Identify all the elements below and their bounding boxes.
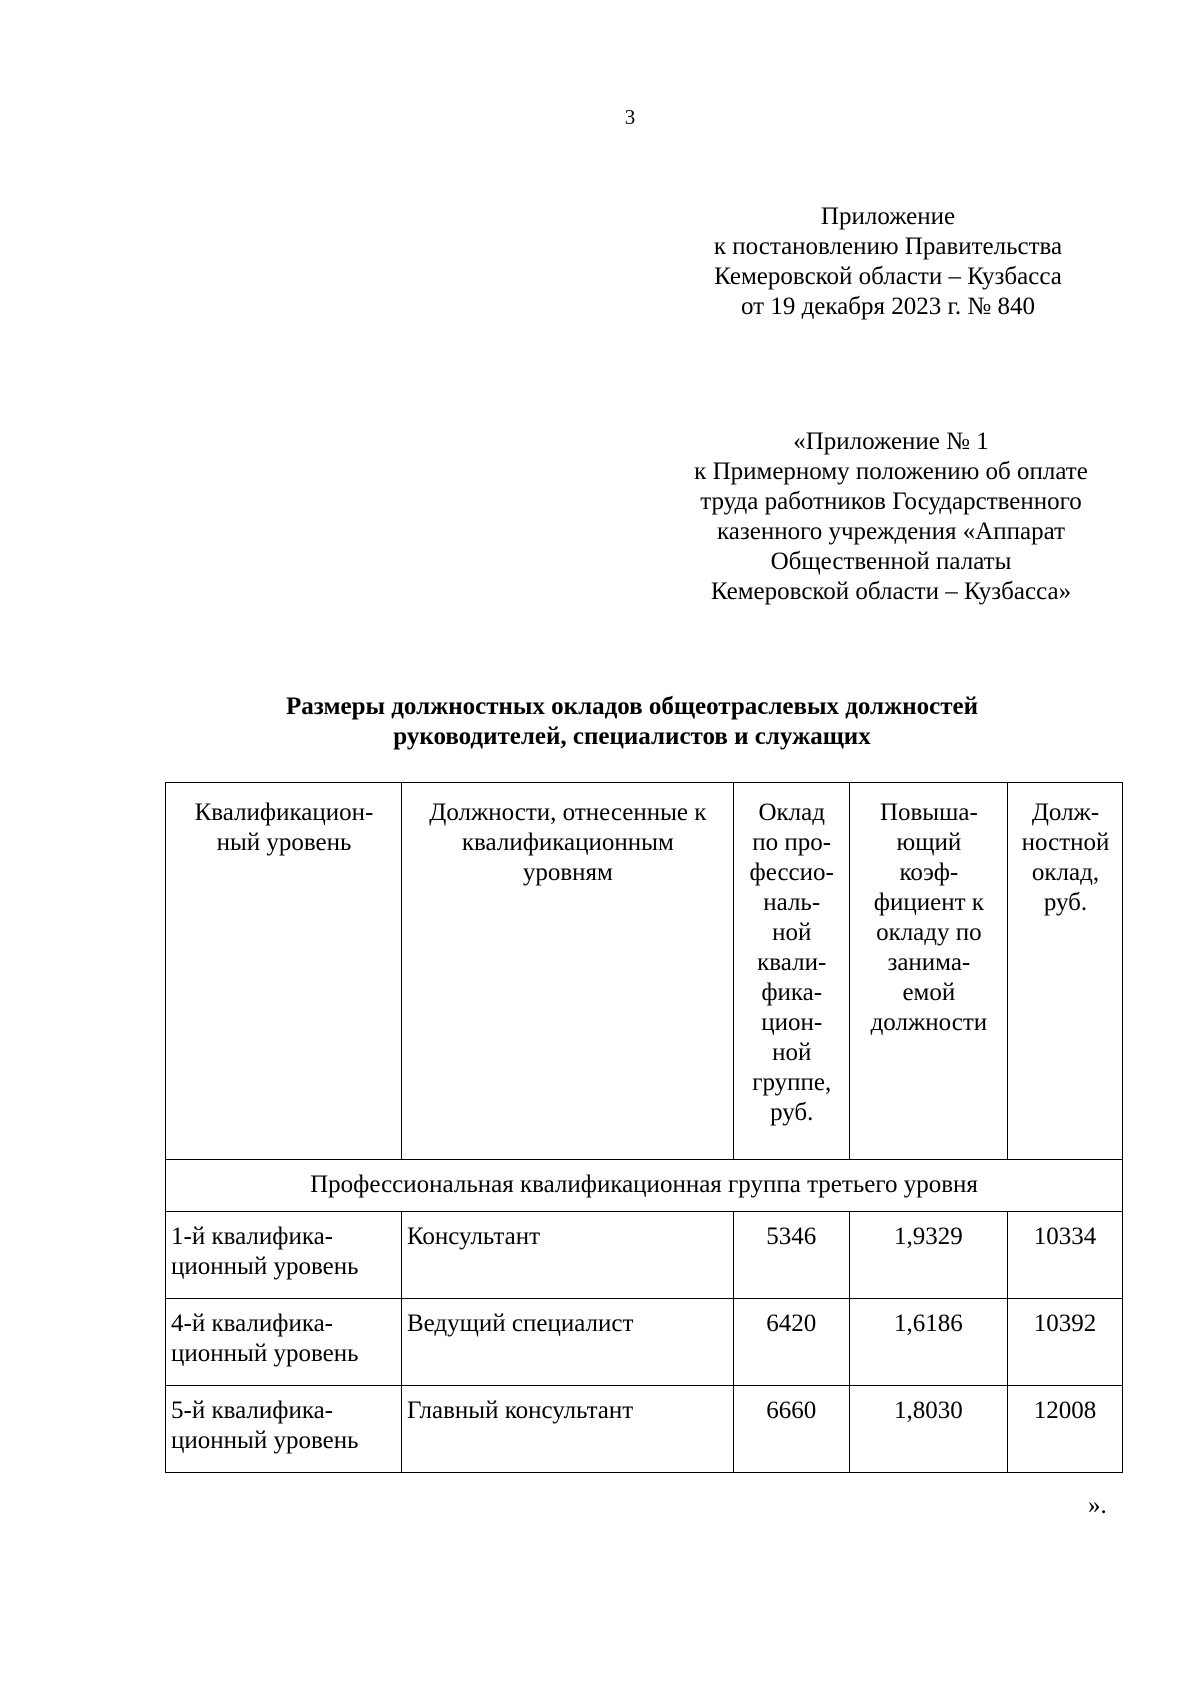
appendix-line: Общественной палаты (770, 548, 1012, 575)
cell-position: Ведущий специалист (401, 1299, 733, 1386)
cell-coefficient: 1,9329 (849, 1212, 1007, 1299)
table-row (166, 1299, 1123, 1386)
cell-salary: 10392 (1008, 1299, 1123, 1386)
cell-position: Консультант (401, 1212, 733, 1299)
header-positions: Должности, отнесенные к квалификационным уровням (401, 783, 733, 1160)
cell-level: 4-й квалифика- ционный уровень (166, 1299, 402, 1386)
appendix-line: к Примерному положению об оплате (694, 458, 1088, 485)
page-number: 3 (624, 105, 636, 129)
table-row (166, 1386, 1123, 1473)
cell-level: 5-й квалифика- ционный уровень (166, 1386, 402, 1473)
cell-base-salary: 6660 (733, 1386, 849, 1473)
group-row (166, 1160, 1123, 1212)
header-position-salary: Долж- ностной оклад, руб. (1008, 783, 1123, 1160)
title-line: руководителей, специалистов и служащих (393, 723, 871, 750)
approval-line: Кемеровской области – Кузбасса (714, 263, 1062, 290)
approval-block (688, 202, 1088, 322)
approval-line: к постановлению Правительства (713, 233, 1063, 260)
appendix-line: казенного учреждения «Аппарат (716, 518, 1066, 545)
header-qualification-level: Квалификацион- ный уровень (166, 783, 402, 1160)
salary-table (165, 782, 1123, 1473)
cell-position: Главный консультант (401, 1386, 733, 1473)
header-coefficient: Повыша- ющий коэф- фициент к окладу по занима- емой должности (849, 783, 1007, 1160)
title-line: Размеры должностных окладов общеотраслевых должностей (286, 693, 978, 720)
approval-line: от 19 декабря 2023 г. № 840 (740, 293, 1036, 320)
table-header-row (166, 783, 1123, 1160)
approval-line: Приложение (820, 203, 956, 230)
appendix-block (661, 427, 1121, 607)
closing-quote-mark: ». (1088, 1492, 1107, 1519)
cell-base-salary: 5346 (733, 1212, 849, 1299)
appendix-line: Кемеровской области – Кузбасса» (710, 578, 1072, 605)
cell-coefficient: 1,6186 (849, 1299, 1007, 1386)
appendix-line: «Приложение № 1 (793, 428, 989, 455)
cell-salary: 12008 (1008, 1386, 1123, 1473)
group-title: Профессиональная квалификационная группа третьего уровня (166, 1160, 1123, 1212)
document-title (152, 692, 1112, 752)
appendix-line: труда работников Государственного (700, 488, 1082, 515)
cell-level: 1-й квалифика- ционный уровень (166, 1212, 402, 1299)
cell-coefficient: 1,8030 (849, 1386, 1007, 1473)
cell-base-salary: 6420 (733, 1299, 849, 1386)
cell-salary: 10334 (1008, 1212, 1123, 1299)
table-row (166, 1212, 1123, 1299)
header-base-salary: Оклад по про- фессио- наль- ной квали- фика- цион- ной группе, руб. (733, 783, 849, 1160)
